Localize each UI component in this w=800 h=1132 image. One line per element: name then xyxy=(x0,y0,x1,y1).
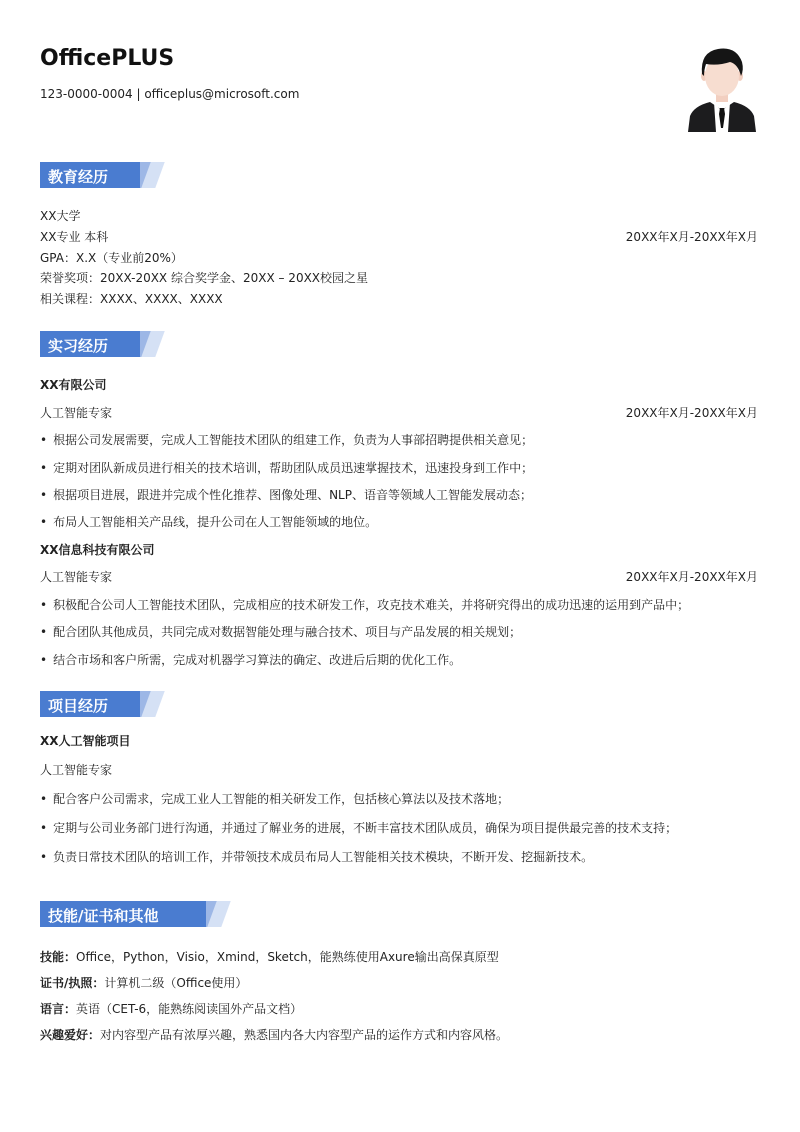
job-date: 20XX年X月-20XX年X月 xyxy=(625,570,758,584)
skill-row xyxy=(40,1026,508,1043)
education-section-heading xyxy=(40,162,170,188)
skill-text: Office，Python，Visio，Xmind，Sketch，能熟练使用Axure输出高保真原型 xyxy=(76,950,499,964)
company-name: XX信息科技有限公司 xyxy=(40,543,155,557)
skill-label: 语言： xyxy=(40,1002,77,1016)
job-bullet: • 根据项目进展，跟进并完成个性化推荐、图像处理、NLP、语音等领域人工智能发展动态； xyxy=(40,486,532,503)
skills-title: 技能/证书和其他 xyxy=(48,907,159,925)
education-school: XX大学 xyxy=(40,209,81,223)
project-role: 人工智能专家 xyxy=(40,763,113,777)
resume-name: OfficePLUS xyxy=(40,46,175,71)
education-honors: 荣誉奖项：20XX-20XX 综合奖学金、20XX – 20XX校园之星 xyxy=(40,271,369,285)
skills-section-heading xyxy=(40,901,230,927)
job-bullet: • 定期对团队新成员进行相关的技术培训，帮助团队成员迅速掌握技术，迅速投身到工作中； xyxy=(40,459,533,476)
internship-section-heading xyxy=(40,331,170,357)
education-major: XX专业 本科 xyxy=(40,230,109,244)
skill-label: 兴趣爱好： xyxy=(40,1028,101,1042)
projects-section-heading xyxy=(40,691,170,717)
skill-row xyxy=(40,1000,302,1017)
education-courses: 相关课程：XXXX、XXXX、XXXX xyxy=(40,292,223,306)
job-role: 人工智能专家 xyxy=(40,570,113,584)
skill-label: 技能： xyxy=(40,950,77,964)
company-name: XX有限公司 xyxy=(40,378,107,392)
avatar-photo xyxy=(688,44,756,132)
project-bullet: • 负责日常技术团队的培训工作，并带领技术成员布局人工智能相关技术模块，不断开发、挖掘新技术。 xyxy=(40,848,593,865)
skill-text: 计算机二级（Office使用） xyxy=(104,976,248,990)
skill-row xyxy=(40,974,247,991)
job-role: 人工智能专家 xyxy=(40,406,113,420)
internship-title: 实习经历 xyxy=(48,337,109,355)
education-date: 20XX年X月-20XX年X月 xyxy=(625,230,758,244)
job-bullet: • 配合团队其他成员，共同完成对数据智能处理与融合技术、项目与产品发展的相关规划； xyxy=(40,623,521,640)
project-bullet: • 配合客户公司需求，完成工业人工智能的相关研发工作，包括核心算法以及技术落地； xyxy=(40,790,509,807)
skill-label: 证书/执照： xyxy=(40,976,105,990)
project-bullet: • 定期与公司业务部门进行沟通，并通过了解业务的进展，不断丰富技术团队成员，确保为项目提供最完善的技术支持； xyxy=(40,819,677,836)
job-bullet: • 积极配合公司人工智能技术团队，完成相应的技术研发工作，攻克技术难关，并将研究得出的成功迅速的运用到产品中； xyxy=(40,596,689,613)
job-bullet: • 根据公司发展需要，完成人工智能技术团队的组建工作，负责为人事部招聘提供相关意见； xyxy=(40,431,533,448)
education-gpa: GPA：X.X（专业前20%） xyxy=(40,251,183,265)
contact-info: 123-0000-0004 | officeplus@microsoft.com xyxy=(40,87,300,101)
skill-row xyxy=(40,948,499,965)
skill-text: 英语（CET-6，能熟练阅读国外产品文档） xyxy=(76,1002,303,1016)
job-date: 20XX年X月-20XX年X月 xyxy=(625,406,758,420)
projects-title: 项目经历 xyxy=(48,697,109,715)
job-bullet: • 布局人工智能相关产品线，提升公司在人工智能领域的地位。 xyxy=(40,513,377,530)
project-name: XX人工智能项目 xyxy=(40,734,131,748)
job-bullet: • 结合市场和客户所需，完成对机器学习算法的确定、改进后后期的优化工作。 xyxy=(40,651,461,668)
education-title: 教育经历 xyxy=(48,168,109,186)
skill-text: 对内容型产品有浓厚兴趣，熟悉国内各大内容型产品的运作方式和内容风格。 xyxy=(100,1028,509,1042)
